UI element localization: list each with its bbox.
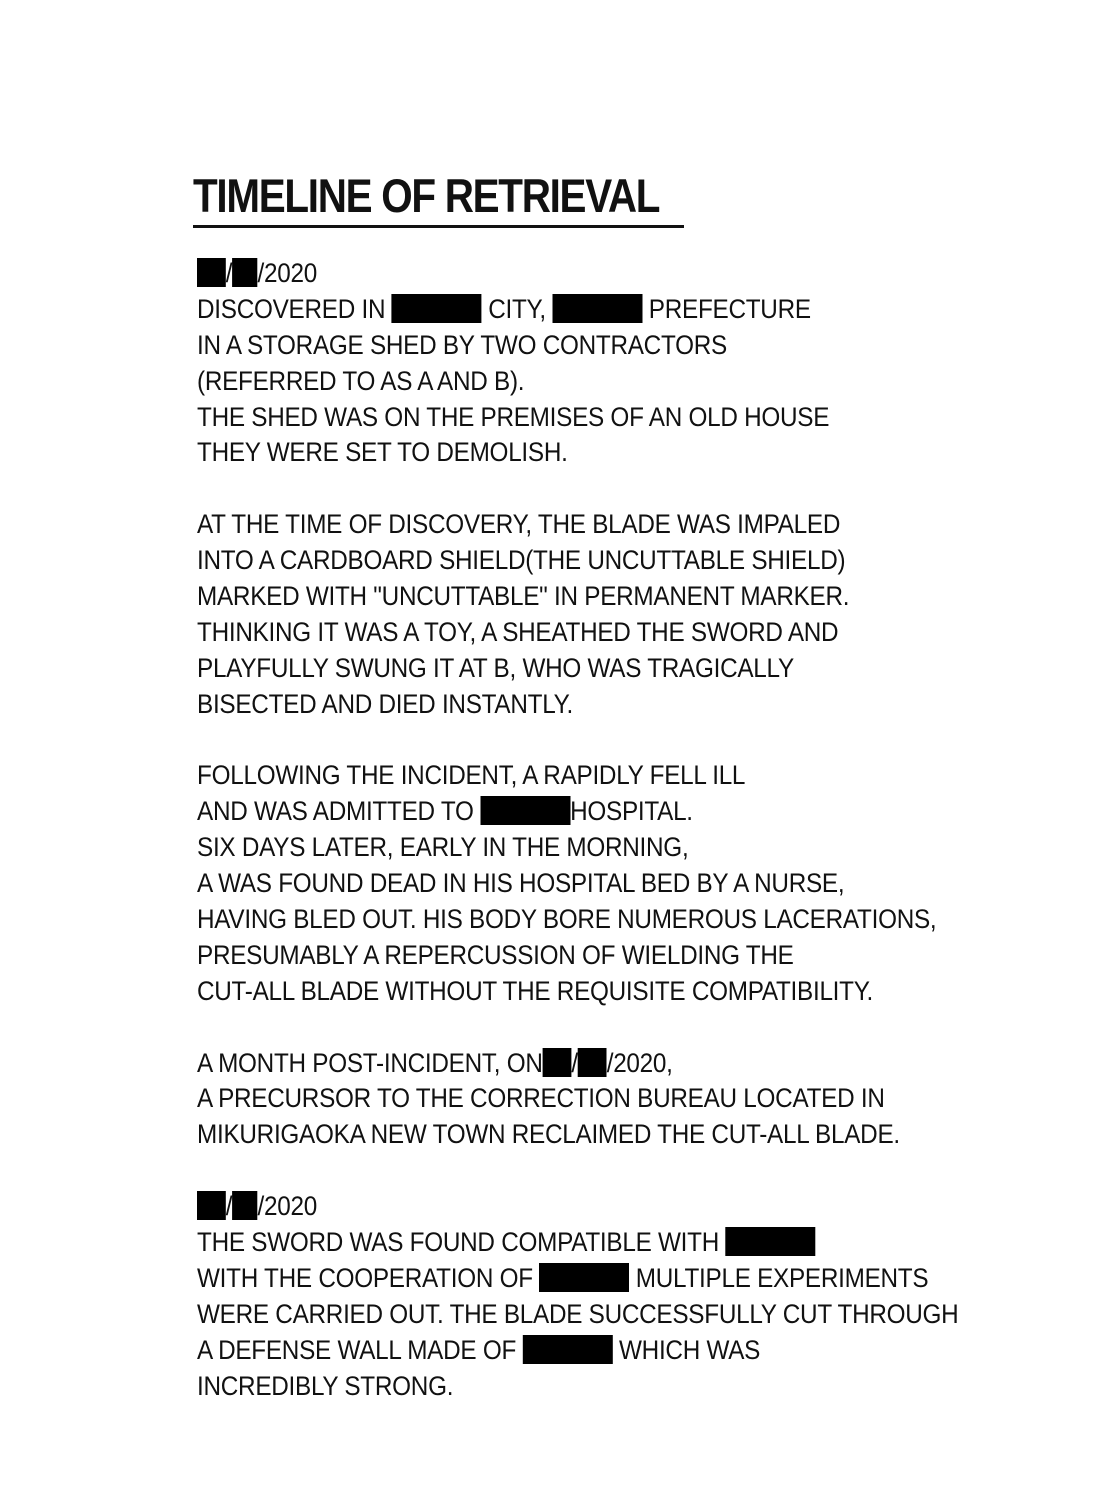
text-line: WERE CARRIED OUT. THE BLADE SUCCESSFULLY CUT THROUGH xyxy=(197,1298,959,1329)
redaction-block xyxy=(578,1048,607,1077)
text-line: INCREDIBLY STRONG. xyxy=(197,1370,454,1401)
text-line: CUT-ALL BLADE WITHOUT THE REQUISITE COMPATIBILITY. xyxy=(197,975,874,1006)
text-line: THE SHED WAS ON THE PREMISES OF AN OLD HOUSE xyxy=(197,401,830,432)
text-line: THEY WERE SET TO DEMOLISH. xyxy=(197,437,568,468)
text-line: (REFERRED TO AS A AND B). xyxy=(197,365,525,396)
text-line: MARKED WITH "UNCUTTABLE" IN PERMANENT MARKER. xyxy=(197,581,850,612)
text-line: A WAS FOUND DEAD IN HIS HOSPITAL BED BY A NURSE, xyxy=(197,868,845,899)
redaction-block xyxy=(232,258,257,287)
text-line: A MONTH POST-INCIDENT, ON / /2020, xyxy=(197,1047,673,1078)
redaction-block xyxy=(197,258,226,287)
title-underline xyxy=(193,225,684,228)
text-line: SIX DAYS LATER, EARLY IN THE MORNING, xyxy=(197,832,689,863)
text-line: MIKURIGAOKA NEW TOWN RECLAIMED THE CUT-ALL BLADE. xyxy=(197,1119,900,1150)
text-line: DISCOVERED IN CITY, PREFECTURE xyxy=(197,293,811,324)
text-line: AT THE TIME OF DISCOVERY, THE BLADE WAS IMPALED xyxy=(197,509,841,540)
text-line: PRESUMABLY A REPERCUSSION OF WIELDING THE xyxy=(197,939,794,970)
text-line: IN A STORAGE SHED BY TWO CONTRACTORS xyxy=(197,329,727,360)
text-line: A PRECURSOR TO THE CORRECTION BUREAU LOCATED IN xyxy=(197,1083,885,1114)
text-line: WITH THE COOPERATION OF MULTIPLE EXPERIMENTS xyxy=(197,1262,929,1293)
redaction-block xyxy=(480,796,570,825)
text-line: THE SWORD WAS FOUND COMPATIBLE WITH xyxy=(197,1225,971,1261)
paragraph-gap xyxy=(197,1010,1057,1046)
paragraph-gap xyxy=(197,1153,1057,1189)
paragraph-gap xyxy=(197,471,1057,507)
redaction-block xyxy=(539,1263,629,1292)
text-line: PLAYFULLY SWUNG IT AT B, WHO WAS TRAGICALLY xyxy=(197,652,794,683)
redaction-block xyxy=(232,1191,257,1220)
section-1-date: / /2020 xyxy=(197,256,971,292)
text-line: INTO A CARDBOARD SHIELD(THE UNCUTTABLE SHIELD) xyxy=(197,545,846,576)
text-line: FOLLOWING THE INCIDENT, A RAPIDLY FELL ILL xyxy=(197,760,746,791)
document-title: TIMELINE OF RETRIEVAL xyxy=(193,169,660,222)
redaction-block xyxy=(725,1227,815,1256)
redaction-block xyxy=(197,1191,226,1220)
text-line: HAVING BLED OUT. HIS BODY BORE NUMEROUS LACERATIONS, xyxy=(197,904,937,935)
redaction-block xyxy=(523,1335,613,1364)
redaction-block xyxy=(552,294,642,323)
document-body xyxy=(197,256,1057,1405)
text-line: A DEFENSE WALL MADE OF WHICH WAS xyxy=(197,1334,761,1365)
section-5-date: / /2020 xyxy=(197,1189,971,1225)
text-line: AND WAS ADMITTED TO HOSPITAL. xyxy=(197,796,693,827)
text-line: BISECTED AND DIED INSTANTLY. xyxy=(197,688,573,719)
redaction-block xyxy=(543,1048,572,1077)
paragraph-gap xyxy=(197,723,1057,759)
redaction-block xyxy=(392,294,482,323)
text-line: THINKING IT WAS A TOY, A SHEATHED THE SWORD AND xyxy=(197,616,839,647)
